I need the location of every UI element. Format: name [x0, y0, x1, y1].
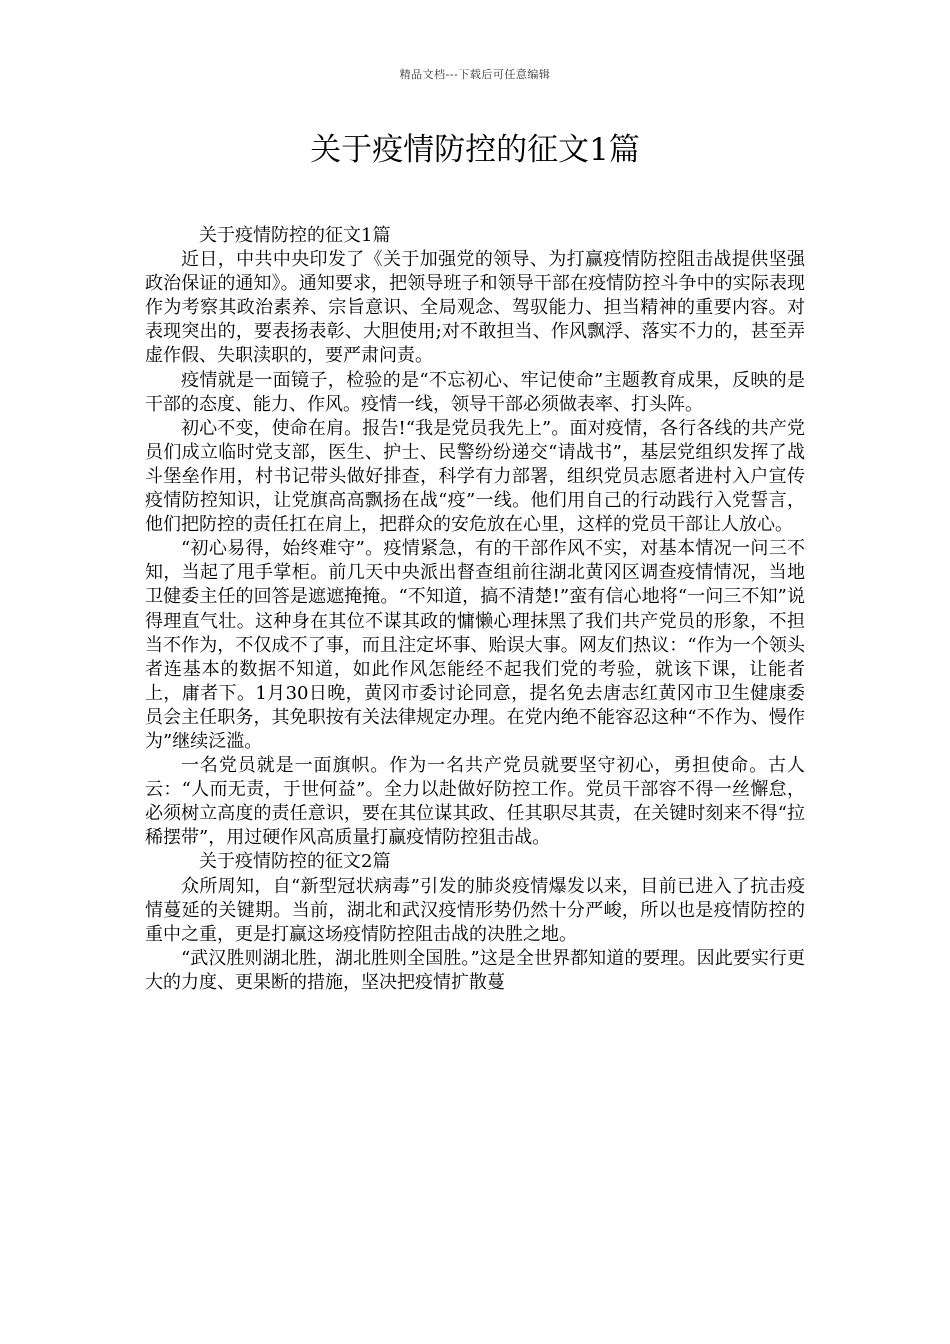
section-subtitle-1: 关于疫情防控的征文1篇 [199, 225, 391, 246]
document-body [145, 224, 805, 995]
body-paragraph: “初心易得，始终难守”。疫情紧急，有的干部作风不实，对基本情况一问三不知，当起了甩手掌柜。前几天中央派出督查组前往湖北黄冈区调查疫情情况，当地卫健委主任的回答是遮遮掩掩。“不知道，搞不清楚!”蛮有信心地将“一问三不知”说得理直气壮。这种身在其位不谋其政的慵懒心理抹黑了我们共产党员的形象，不担当不作为，不仅成不了事，而且注定坏事、贻误大事。网友们热议：“作为一个领头者连基本的数据不知道，如此作风怎能经不起我们党的考验，就该下课，让能者上，庸者下。1月30日晚，黄冈市委讨论同意，提名免去唐志红黄冈市卫生健康委员会主任职务，其免职按有关法律规定办理。在党内绝不能容忍这种“不作为、慢作为”继续泛滥。 [145, 538, 805, 752]
section-subtitle-2: 关于疫情防控的征文2篇 [199, 851, 391, 873]
body-paragraph: 初心不变，使命在肩。报告!“我是党员我先上”。面对疫情，各行各线的共产党员们成立临时党支部，医生、护士、民警纷纷递交“请战书”，基层党组织发挥了战斗堡垒作用，村书记带头做好排查，科学有力部署，组织党员志愿者进村入户宣传疫情防控知识，让党旗高高飘扬在战“疫”一线。他们用自己的行动践行入党誓言，他们把防控的责任扛在肩上，把群众的安危放在心里，这样的党员干部让人放心。 [145, 417, 805, 536]
body-paragraph: 近日，中共中央印发了《关于加强党的领导、为打赢疫情防控阻击战提供坚强政治保证的通知》。通知要求，把领导班子和领导干部在疫情防控斗争中的实际表现作为考察其政治素养、宗旨意识、全局观念、驾驭能力、担当精神的重要内容。对表现突出的，要表扬表彰、大胆使用;对不敢担当、作风飘浮、落实不力的，甚至弄虚作假、失职渎职的，要严肃问责。 [145, 249, 805, 367]
document-title: 关于疫情防控的征文1篇 [310, 132, 640, 168]
body-paragraph: 疫情就是一面镜子，检验的是“不忘初心、牢记使命”主题教育成果，反映的是干部的态度、能力、作风。疫情一线，领导干部必须做表率、打头阵。 [145, 369, 805, 415]
page-header-note: 精品文档---下载后可任意编辑 [399, 68, 551, 81]
body-paragraph: 众所周知，自“新型冠状病毒”引发的肺炎疫情爆发以来，目前已进入了抗击疫情蔓延的关键期。当前，湖北和武汉疫情形势仍然十分严峻，所以也是疫情防控的重中之重，更是打赢这场疫情防控阻击战的决胜之地。 [145, 875, 805, 945]
body-paragraph: 一名党员就是一面旗帜。作为一名共产党员就要坚守初心，勇担使命。古人云：“人而无责，于世何益”。全力以赴做好防控工作。党员干部容不得一丝懈怠，必须树立高度的责任意识，要在其位谋其政、任其职尽其责，在关键时刻来不得“拉稀摆带”，用过硬作风高质量打赢疫情防控狙击战。 [145, 755, 805, 849]
body-paragraph: “武汉胜则湖北胜，湖北胜则全国胜。”这是全世界都知道的要理。因此要实行更大的力度、更果断的措施，坚决把疫情扩散蔓 [145, 947, 805, 993]
